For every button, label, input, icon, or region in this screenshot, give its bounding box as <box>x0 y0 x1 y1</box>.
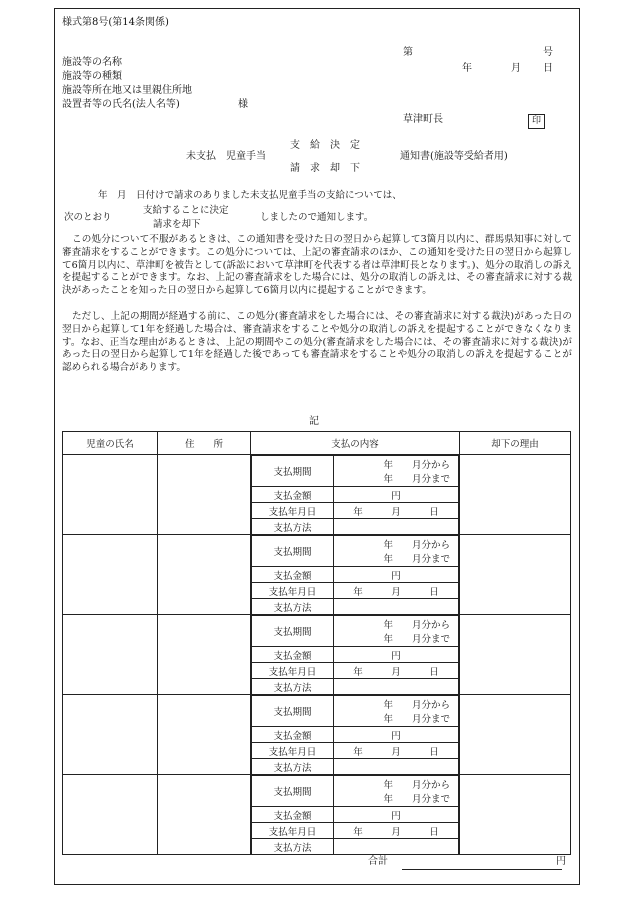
child-name-cell[interactable] <box>63 695 158 775</box>
address-cell[interactable] <box>158 535 251 615</box>
amount-value[interactable]: 円 <box>334 487 459 503</box>
address-cell[interactable] <box>158 615 251 695</box>
address-cell[interactable] <box>158 455 251 535</box>
period-value[interactable] <box>334 536 459 567</box>
amount-label: 支払金額 <box>252 807 334 823</box>
method-label: 支払方法 <box>252 599 334 615</box>
title-suffix: 通知書(施設等受給者用) <box>400 151 508 162</box>
ki-mark: 記 <box>309 416 319 427</box>
period-to: 年 月分まで <box>383 634 450 645</box>
facility-type-label: 施設等の種類 <box>62 71 122 82</box>
header-address: 住 所 <box>158 432 251 455</box>
date-value[interactable]: 年 月 日 <box>334 663 459 679</box>
period-value[interactable] <box>334 776 459 807</box>
period-from: 年 月分から <box>383 700 450 711</box>
table-row <box>63 775 571 855</box>
method-label: 支払方法 <box>252 839 334 855</box>
child-name-cell[interactable] <box>63 615 158 695</box>
date-label: 支払年月日 <box>252 823 334 839</box>
intro-option-rejection: 請求を却下 <box>153 219 201 230</box>
period-value[interactable] <box>334 616 459 647</box>
method-label: 支払方法 <box>252 519 334 535</box>
period-to: 年 月分まで <box>383 554 450 565</box>
header-payment-details: 支払の内容 <box>251 432 460 455</box>
date-value[interactable]: 年 月 日 <box>334 823 459 839</box>
intro-line: 年 月 日付けで請求のありました未支払児童手当の支給については、 <box>98 190 402 201</box>
rejection-reason-cell[interactable] <box>460 615 571 695</box>
title-option-decision: 支 給 決 定 <box>290 140 360 151</box>
date-value[interactable]: 年 月 日 <box>334 583 459 599</box>
date-value[interactable]: 年 月 日 <box>334 503 459 519</box>
method-value[interactable] <box>334 519 459 535</box>
amount-label: 支払金額 <box>252 727 334 743</box>
method-value[interactable] <box>334 759 459 775</box>
method-value[interactable] <box>334 599 459 615</box>
period-value[interactable] <box>334 696 459 727</box>
amount-label: 支払金額 <box>252 487 334 503</box>
form-number: 様式第8号(第14条関係) <box>62 17 169 28</box>
period-label: 支払期間 <box>252 456 334 487</box>
method-label: 支払方法 <box>252 679 334 695</box>
period-value[interactable] <box>334 456 459 487</box>
period-label: 支払期間 <box>252 776 334 807</box>
table-row <box>63 695 571 775</box>
number-suffix: 号 <box>543 47 553 58</box>
period-to: 年 月分まで <box>383 794 450 805</box>
facility-address-label: 施設等所在地又は里親住所地 <box>62 85 192 96</box>
child-name-cell[interactable] <box>63 455 158 535</box>
table-row <box>63 535 571 615</box>
rejection-reason-cell[interactable] <box>460 775 571 855</box>
intro-option-decision: 支給することに決定 <box>143 205 229 216</box>
title-prefix: 未支払 児童手当 <box>186 151 266 162</box>
child-name-cell[interactable] <box>63 535 158 615</box>
appeal-paragraph-1: この処分について不服があるときは、この通知書を受けた日の翌日から起算して3箇月以内に、群馬県知事に対して審査請求をすることができます。この処分については、上記の審査請求のほか、この通知を受けた日の翌日から起算して6箇月以内に、草津町を被告として(訴訟において草津町を代表する者は草津町長となります。)、処分の取消しの訴えを提起することができます。なお、上記の審査請求をした場合には、処分の取消しの訴えは、その審査請求に対する裁決があったことを知った日の翌日から起算して6箇月以内に提起することができます。 <box>62 234 572 297</box>
header-child-name: 児童の氏名 <box>63 432 158 455</box>
date-label: 支払年月日 <box>252 503 334 519</box>
total-unit: 円 <box>556 856 566 867</box>
honorific: 様 <box>238 99 248 110</box>
establisher-label: 設置者等の氏名(法人名等) <box>62 99 180 110</box>
period-from: 年 月分から <box>383 780 450 791</box>
date-label: 支払年月日 <box>252 583 334 599</box>
amount-label: 支払金額 <box>252 567 334 583</box>
period-from: 年 月分から <box>383 540 450 551</box>
amount-value[interactable]: 円 <box>334 567 459 583</box>
method-value[interactable] <box>334 679 459 695</box>
period-from: 年 月分から <box>383 460 450 471</box>
date-label: 支払年月日 <box>252 663 334 679</box>
issuer: 草津町長 <box>403 114 443 125</box>
amount-value[interactable]: 円 <box>334 647 459 663</box>
date-day: 日 <box>543 63 553 74</box>
date-label: 支払年月日 <box>252 743 334 759</box>
header-rejection-reason: 却下の理由 <box>460 432 571 455</box>
payment-details-cell <box>251 695 460 775</box>
address-cell[interactable] <box>158 775 251 855</box>
date-year: 年 <box>462 63 472 74</box>
intro-left: 次のとおり <box>64 212 112 223</box>
period-to: 年 月分まで <box>383 474 450 485</box>
appeal-paragraph-2: ただし、上記の期間が経過する前に、この処分(審査請求をした場合には、その審査請求に対する裁決)があった日の翌日から起算して1年を経過した場合は、審査請求をすることや処分の取消しの訴えを提起することができなくなります。なお、正当な理由があるときは、上記の期間やこの処分(審査請求をした場合には、その審査請求に対する裁決)があった日の翌日から起算して1年を経過した後であっても審査請求をすることや処分の取消しの訴えを提起することが認められる場合があります。 <box>62 311 572 374</box>
total-label: 合計 <box>368 856 388 867</box>
title-option-rejection: 請 求 却 下 <box>290 163 360 174</box>
period-label: 支払期間 <box>252 536 334 567</box>
rejection-reason-cell[interactable] <box>460 455 571 535</box>
payment-table <box>62 431 571 855</box>
child-name-cell[interactable] <box>63 775 158 855</box>
table-row <box>63 615 571 695</box>
payment-details-cell <box>251 615 460 695</box>
seal-stamp: 印 <box>528 114 545 129</box>
intro-right: しましたので通知します。 <box>260 212 374 223</box>
rejection-reason-cell[interactable] <box>460 535 571 615</box>
amount-label: 支払金額 <box>252 647 334 663</box>
amount-value[interactable]: 円 <box>334 727 459 743</box>
period-label: 支払期間 <box>252 616 334 647</box>
date-month: 月 <box>511 63 521 74</box>
facility-name-label: 施設等の名称 <box>62 57 122 68</box>
rejection-reason-cell[interactable] <box>460 695 571 775</box>
method-label: 支払方法 <box>252 759 334 775</box>
number-prefix: 第 <box>403 47 413 58</box>
payment-details-cell <box>251 775 460 855</box>
period-to: 年 月分まで <box>383 714 450 725</box>
table-row <box>63 455 571 535</box>
period-from: 年 月分から <box>383 620 450 631</box>
payment-details-cell <box>251 455 460 535</box>
total-amount-line[interactable] <box>402 868 562 870</box>
method-value[interactable] <box>334 839 459 855</box>
amount-value[interactable]: 円 <box>334 807 459 823</box>
period-label: 支払期間 <box>252 696 334 727</box>
payment-details-cell <box>251 535 460 615</box>
address-cell[interactable] <box>158 695 251 775</box>
date-value[interactable]: 年 月 日 <box>334 743 459 759</box>
